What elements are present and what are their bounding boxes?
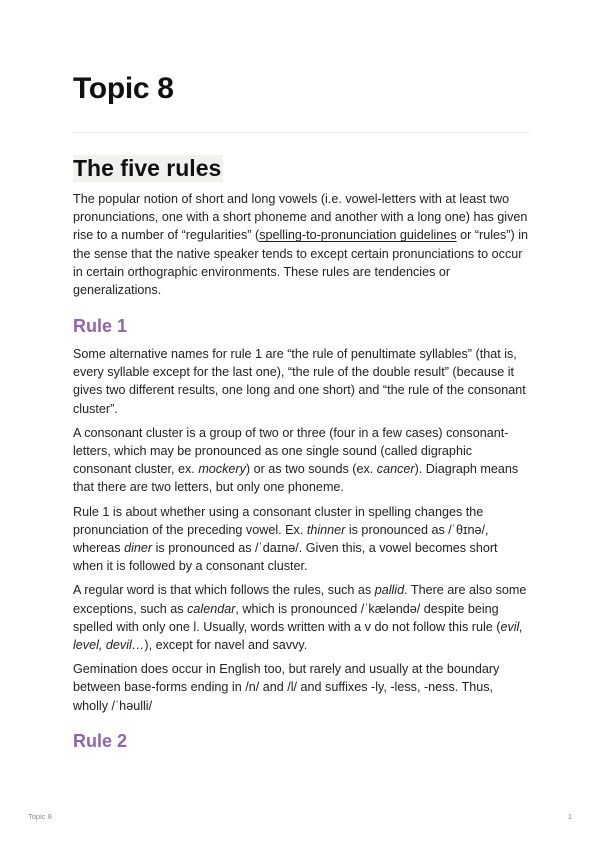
rule-1-paragraph-1: Some alternative names for rule 1 are “the rule of penultimate syllables” (that is, every syllable except for the last one), “the rule of the double result” (because it gives two different results, one long and one short) and “the rule of the consonant cluster”. xyxy=(73,347,526,416)
intro-text-1: The popular notion of short and long vowels (i.e. vowel-letters with at least two pronunciations, one with a short phoneme and another with a long one) has given rise to a number of “regularities” ( xyxy=(73,192,528,243)
section-heading: The five rules xyxy=(73,155,222,181)
intro-paragraph xyxy=(73,190,529,305)
rule-1-paragraph-5: Gemination does occur in English too, but rarely and usually at the boundary between base-forms ending in /n/ and /l/ and suffixes -ly, -less, -ness. Thus, wholly /ˈhəulli/ xyxy=(73,662,500,713)
rule-1-paragraph-2: A consonant cluster is a group of two or three (four in a few cases) consonant-letters, which may be pronounced as one single sound (called digraphic consonant cluster, ex. mockery) or as two sounds (ex. cancer). Diagraph means that there are two letters, but only one phoneme. xyxy=(73,425,519,495)
guidelines-link[interactable]: spelling-to-pronunciation guidelines xyxy=(259,228,457,243)
rule-2-heading: Rule 2 xyxy=(73,731,128,751)
rule-1-paragraph-3: Rule 1 is about whether using a consonant cluster in spelling changes the pronunciation of the preceding vowel. Ex. thinner is pronounced as /ˈθɪnə/, whereas diner is pronounced as /ˈdaɪnə/. Given this, a vowel becomes short when it is followed by a consonant cluster. xyxy=(73,504,498,574)
rule-1-paragraph-4: A regular word is that which follows the rules, such as pallid. There are also some exceptions, such as calendar, which is pronounced /ˈkæləndə/ despite being spelled with only one l. Usually, words written with a v do not follow this rule (evil, level, devil…), except for navel and savvy. xyxy=(73,583,527,653)
rule-1-body xyxy=(73,345,529,721)
page-title: Topic 8 xyxy=(73,72,174,105)
rule-1-heading: Rule 1 xyxy=(73,316,128,336)
footer-page-number: 1 xyxy=(567,812,572,821)
divider xyxy=(73,132,529,133)
intro-text-2: or “rules”) in the sense that the native speaker tends to except certain pronunciations to occur in certain orthographic environments. These rules are tendencies or generalizations. xyxy=(73,228,528,298)
footer-title: Topic 8 xyxy=(28,812,52,821)
